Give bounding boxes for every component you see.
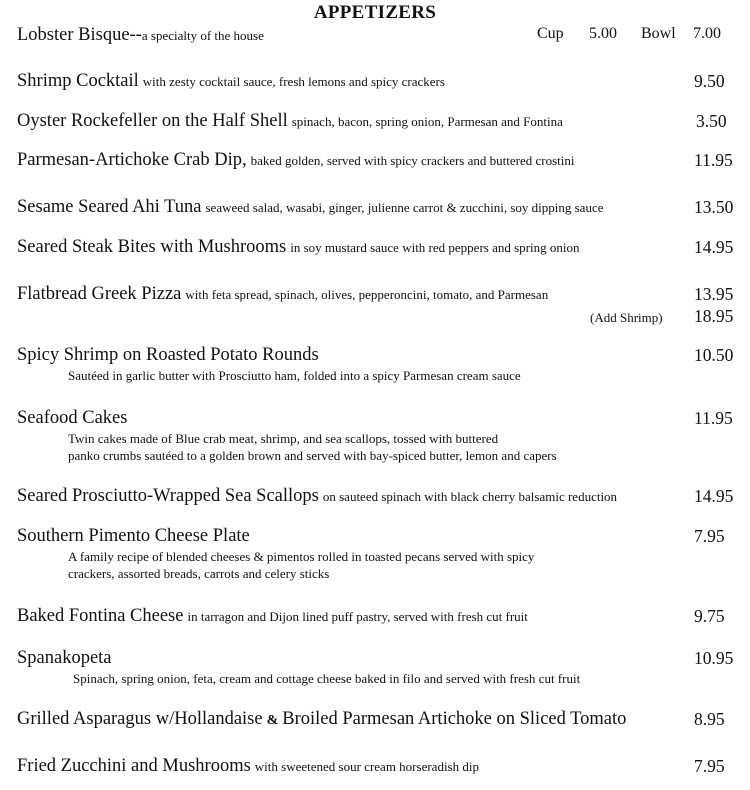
- addon-price: 18.95: [694, 306, 734, 326]
- item-price: 7.95: [694, 756, 725, 776]
- item-price: 13.95: [694, 284, 734, 304]
- item-name-continued: Broiled Parmesan Artichoke on Sliced Tomato: [282, 709, 627, 729]
- menu-item-grilled-asparagus: [17, 709, 750, 731]
- item-price: 8.95: [694, 709, 725, 729]
- item-description: baked golden, served with spicy crackers and buttered crostini: [250, 153, 575, 168]
- item-description: spinach, bacon, spring onion, Parmesan and Fontina: [291, 114, 563, 129]
- item-name: Sesame Seared Ahi Tuna: [17, 197, 202, 217]
- item-name: Shrimp Cocktail: [17, 71, 139, 91]
- menu-item-baked-fontina: [17, 606, 750, 628]
- item-price: 10.95: [694, 648, 734, 668]
- item-name: Seared Steak Bites with Mushrooms: [17, 237, 287, 257]
- item-detail: panko crumbs sautéed to a golden brown and served with bay-spiced butter, lemon and capers: [68, 448, 557, 463]
- item-description: with feta spread, spinach, olives, pepperoncini, tomato, and Parmesan: [185, 287, 549, 302]
- item-description: with zesty cocktail sauce, fresh lemons and spicy crackers: [142, 74, 445, 89]
- item-name: Spicy Shrimp on Roasted Potato Rounds: [17, 345, 319, 365]
- item-description: on sauteed spinach with black cherry balsamic reduction: [322, 489, 618, 504]
- item-name: Southern Pimento Cheese Plate: [17, 526, 250, 546]
- menu-item-fried-zucchini: [17, 756, 750, 778]
- item-price: 10.50: [694, 345, 734, 365]
- item-detail: Sautéed in garlic butter with Prosciutto ham, folded into a spicy Parmesan cream sauce: [68, 368, 521, 383]
- item-price: 14.95: [694, 237, 734, 257]
- cup-label: Cup: [537, 25, 564, 42]
- item-name: Grilled Asparagus w/Hollandaise: [17, 709, 263, 729]
- item-price: 11.95: [694, 408, 733, 428]
- item-name: Oyster Rockefeller on the Half Shell: [17, 111, 288, 131]
- item-detail: A family recipe of blended cheeses & pimentos rolled in toasted pecans served with spicy: [68, 549, 535, 564]
- item-price: 11.95: [694, 150, 733, 170]
- item-price: 3.50: [696, 111, 727, 131]
- menu-item-lobster-bisque: [17, 25, 750, 47]
- item-description: in soy mustard sauce with red peppers and spring onion: [290, 240, 580, 255]
- item-description: with sweetened sour cream horseradish dip: [254, 759, 479, 774]
- menu-item-scallops: [17, 486, 750, 508]
- item-detail: crackers, assorted breads, carrots and celery sticks: [68, 566, 330, 581]
- item-name: Lobster Bisque--: [17, 25, 142, 45]
- item-price: 9.50: [694, 71, 725, 91]
- menu-item-steak-bites: [17, 237, 750, 259]
- ampersand: &: [266, 713, 279, 728]
- cup-price: 5.00: [589, 25, 617, 42]
- addon-label: (Add Shrimp): [590, 310, 663, 325]
- item-description: seaweed salad, wasabi, ginger, julienne carrot & zucchini, soy dipping sauce: [205, 200, 604, 215]
- menu-item-spicy-shrimp: [17, 345, 750, 384]
- menu-item-crab-dip: [17, 150, 750, 172]
- menu-item-spanakopeta: [17, 648, 750, 687]
- menu-item-flatbread-pizza: [17, 284, 750, 326]
- menu-item-seafood-cakes: [17, 408, 750, 464]
- item-price: 14.95: [694, 486, 734, 506]
- section-title: APPETIZERS: [313, 2, 437, 23]
- item-name: Seafood Cakes: [17, 408, 128, 428]
- item-name: Parmesan-Artichoke Crab Dip,: [17, 150, 247, 170]
- item-name: Fried Zucchini and Mushrooms: [17, 756, 251, 776]
- item-description: in tarragon and Dijon lined puff pastry, served with fresh cut fruit: [187, 609, 528, 624]
- item-description: a specialty of the house: [141, 28, 264, 43]
- item-price: 13.50: [694, 197, 734, 217]
- item-detail: Spinach, spring onion, feta, cream and cottage cheese baked in filo and served with fresh cut fruit: [73, 671, 581, 686]
- item-name: Seared Prosciutto-Wrapped Sea Scallops: [17, 486, 319, 506]
- item-name: Flatbread Greek Pizza: [17, 284, 182, 304]
- menu-item-pimento-cheese: [17, 526, 750, 582]
- menu-item-shrimp-cocktail: [17, 71, 750, 93]
- item-price: 7.95: [694, 526, 725, 546]
- bowl-price: 7.00: [693, 25, 721, 42]
- bowl-label: Bowl: [641, 25, 676, 42]
- item-detail: Twin cakes made of Blue crab meat, shrimp, and sea scallops, tossed with buttered: [68, 431, 499, 446]
- item-name: Baked Fontina Cheese: [17, 606, 184, 626]
- menu-item-ahi-tuna: [17, 197, 750, 219]
- menu-item-oyster-rockefeller: [17, 111, 750, 133]
- item-name: Spanakopeta: [17, 648, 112, 668]
- item-price: 9.75: [694, 606, 725, 626]
